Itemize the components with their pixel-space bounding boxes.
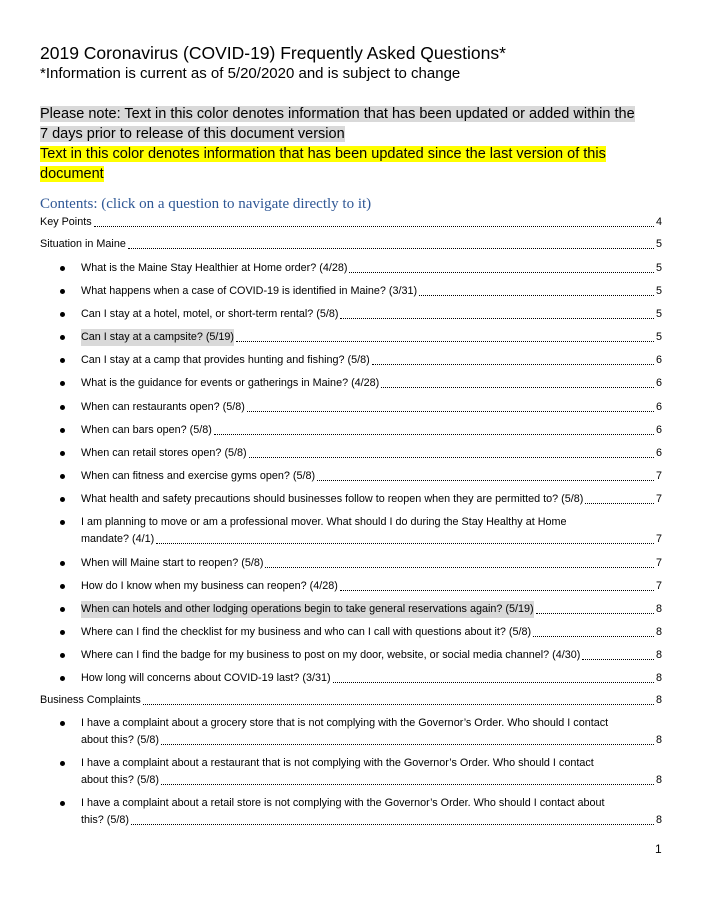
- contents-heading: Contents: (click on a question to navigate directly to it): [40, 196, 372, 212]
- toc-page-number: 4: [655, 216, 662, 228]
- toc-entry-text: I have a complaint about a grocery store that is not complying with the Governor’s Order. Who should I contact: [81, 717, 609, 729]
- toc-page-number: 8: [655, 774, 662, 786]
- toc-page-number: 8: [655, 672, 662, 684]
- toc-page-number: 8: [655, 626, 662, 638]
- bullet-icon: [60, 801, 65, 806]
- toc-page-number: 6: [655, 424, 662, 436]
- toc-entry-text: Key Points: [40, 216, 92, 228]
- document-subtitle: *Information is current as of 5/20/2020 and is subject to change: [40, 65, 461, 82]
- bullet-icon: [60, 584, 65, 589]
- toc-page-number: 6: [655, 401, 662, 413]
- toc-entry-situation-in-maine[interactable]: [40, 236, 662, 253]
- toc-page-number: 5: [655, 285, 662, 297]
- toc-page-number: 5: [655, 238, 662, 250]
- toc-entry-text: When can hotels and other lodging operations begin to take general reservations again? (5/19): [81, 601, 534, 618]
- toc-entry[interactable]: [81, 491, 662, 508]
- bullet-icon: [60, 474, 65, 479]
- toc-entry-text: Can I stay at a hotel, motel, or short-term rental? (5/8): [81, 308, 339, 320]
- toc-entry[interactable]: [81, 624, 662, 641]
- toc-page-number: 7: [655, 580, 662, 592]
- toc-entry-text: Where can I find the badge for my business to post on my door, website, or social media channel? (4/30): [81, 649, 581, 661]
- toc-entry[interactable]: [81, 468, 662, 485]
- bullet-icon: [60, 335, 65, 340]
- bullet-icon: [60, 497, 65, 502]
- toc-entry-text: What happens when a case of COVID-19 is identified in Maine? (3/31): [81, 285, 418, 297]
- toc-page-number: 6: [655, 354, 662, 366]
- toc-entry[interactable]: [81, 375, 662, 392]
- toc-entry[interactable]: [81, 283, 662, 300]
- bullet-icon: [60, 405, 65, 410]
- toc-entry-text-continued: this? (5/8): [81, 814, 130, 826]
- toc-entry-text: Where can I find the checklist for my business and who can I call with questions about it? (5/8): [81, 626, 532, 638]
- yellow-note-line2: document: [40, 166, 104, 182]
- toc-entry-highlighted[interactable]: [81, 329, 662, 346]
- page-number: 1: [655, 842, 662, 856]
- gray-note-line1: Please note: Text in this color denotes information that has been updated or added within the: [40, 106, 635, 122]
- toc-entry[interactable]: [81, 260, 662, 277]
- toc-entry-text: Can I stay at a campsite? (5/19): [81, 329, 234, 346]
- toc-entry-key-points[interactable]: [40, 214, 662, 231]
- toc-entry[interactable]: [81, 422, 662, 439]
- toc-entry-text: What health and safety precautions should businesses follow to reopen when they are permitted to? (5/8): [81, 493, 584, 505]
- toc-entry[interactable]: [81, 795, 662, 829]
- toc-entry-text: I have a complaint about a restaurant that is not complying with the Governor’s Order. Who should I contact: [81, 757, 594, 769]
- toc-page-number: 8: [655, 649, 662, 661]
- toc-page-number: 8: [655, 603, 662, 615]
- toc-entry-text: Situation in Maine: [40, 238, 126, 250]
- gray-note-line2: 7 days prior to release of this document version: [40, 126, 345, 142]
- toc-entry-text: When can restaurants open? (5/8): [81, 401, 245, 413]
- toc-page-number: 8: [655, 694, 662, 706]
- toc-entry-text: What is the Maine Stay Healthier at Home order? (4/28): [81, 262, 348, 274]
- toc-entry-text: When can fitness and exercise gyms open? (5/8): [81, 470, 316, 482]
- toc-page-number: 5: [655, 331, 662, 343]
- toc-entry-text: I have a complaint about a retail store is not complying with the Governor’s Order. Who should I contact about: [81, 797, 605, 809]
- toc-entry[interactable]: [81, 514, 662, 548]
- bullet-icon: [60, 381, 65, 386]
- toc-page-number: 5: [655, 262, 662, 274]
- bullet-icon: [60, 289, 65, 294]
- toc-entry[interactable]: [81, 555, 662, 572]
- bullet-icon: [60, 607, 65, 612]
- toc-page-number: 6: [655, 377, 662, 389]
- bullet-icon: [60, 428, 65, 433]
- toc-entry-text: What is the guidance for events or gatherings in Maine? (4/28): [81, 377, 380, 389]
- highlight-notes: [40, 104, 664, 184]
- toc-entry[interactable]: [81, 670, 662, 687]
- toc-entry[interactable]: [81, 715, 662, 749]
- bullet-icon: [60, 761, 65, 766]
- toc-entry[interactable]: [81, 578, 662, 595]
- bullet-icon: [60, 653, 65, 658]
- toc-entry[interactable]: [81, 306, 662, 323]
- toc-entry-business-complaints[interactable]: [40, 692, 662, 709]
- bullet-icon: [60, 630, 65, 635]
- toc-page-number: 5: [655, 308, 662, 320]
- toc-entry-text: I am planning to move or am a professional mover. What should I do during the Stay Healthy at Home: [81, 516, 567, 528]
- toc-entry-highlighted[interactable]: [81, 601, 662, 618]
- toc-entry-text: When can retail stores open? (5/8): [81, 447, 247, 459]
- bullet-icon: [60, 561, 65, 566]
- bullet-icon: [60, 676, 65, 681]
- document-title: 2019 Coronavirus (COVID-19) Frequently Asked Questions*: [40, 43, 506, 63]
- toc-entry-text: When will Maine start to reopen? (5/8): [81, 557, 264, 569]
- bullet-icon: [60, 266, 65, 271]
- toc-entry[interactable]: [81, 399, 662, 416]
- toc-page-number: 7: [655, 470, 662, 482]
- toc-entry-text-continued: about this? (5/8): [81, 734, 160, 746]
- toc-entry-text-continued: about this? (5/8): [81, 774, 160, 786]
- toc-entry[interactable]: [81, 755, 662, 789]
- bullet-icon: [60, 358, 65, 363]
- toc-entry[interactable]: [81, 647, 662, 664]
- toc-entry[interactable]: [81, 445, 662, 462]
- bullet-icon: [60, 312, 65, 317]
- bullet-icon: [60, 520, 65, 525]
- toc-entry[interactable]: [81, 352, 662, 369]
- bullet-icon: [60, 451, 65, 456]
- toc-page-number: 6: [655, 447, 662, 459]
- toc-entry-text: Business Complaints: [40, 694, 141, 706]
- toc-entry-text: How long will concerns about COVID-19 last? (3/31): [81, 672, 331, 684]
- bullet-icon: [60, 721, 65, 726]
- toc-page-number: 8: [655, 734, 662, 746]
- toc-entry-text: Can I stay at a camp that provides hunting and fishing? (5/8): [81, 354, 370, 366]
- toc-page-number: 8: [655, 814, 662, 826]
- toc-page-number: 7: [655, 557, 662, 569]
- toc-page-number: 7: [655, 493, 662, 505]
- toc-entry-text: How do I know when my business can reopen? (4/28): [81, 580, 338, 592]
- toc-entry-text-continued: mandate? (4/1): [81, 533, 155, 545]
- toc-entry-text: When can bars open? (5/8): [81, 424, 212, 436]
- yellow-note-line1: Text in this color denotes information that has been updated since the last version of this: [40, 146, 606, 162]
- toc-page-number: 7: [655, 533, 662, 545]
